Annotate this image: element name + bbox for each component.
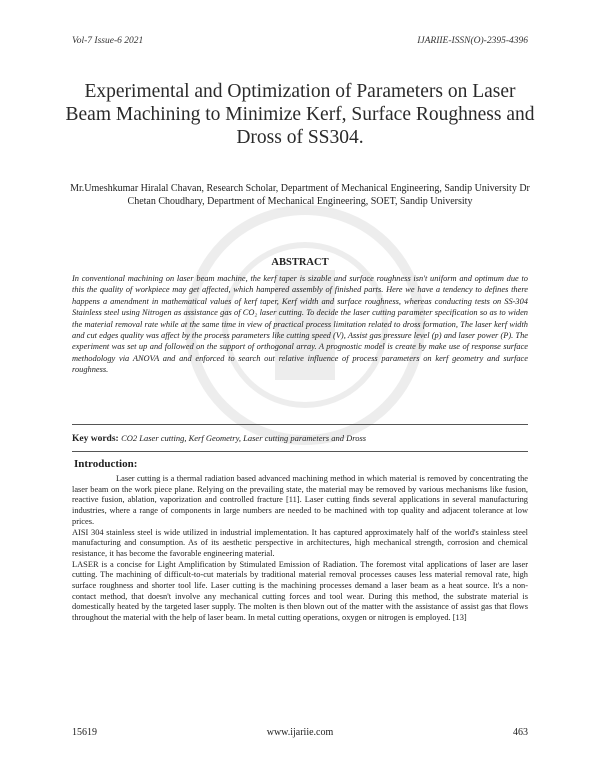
introduction-paragraph: Laser cutting is a thermal radiation based advanced machining method in which material is removed by concentrating the laser beam on the work piece plane. Relying on the prevailing state, the material may be removed by various mechanisms like fusion, reactive fusion, ablation, vaporization and controlled fracture [11]. Laser cutting finds several applications in several manufacturing industries, where a range of components in large numbers are needed to be machined with top quality and adjacent tolerance at low prices. (72, 474, 528, 526)
keywords (72, 433, 528, 444)
divider (72, 424, 528, 425)
footer-page-number: 463 (513, 727, 528, 738)
footer-website-link[interactable]: www.ijariie.com (266, 727, 334, 738)
keywords-label: Key words: (72, 434, 119, 444)
paper-authors: Mr.Umeshkumar Hiralal Chavan, Research Scholar, Department of Mechanical Engineering, Sandip University Dr Chetan Choudhary, Department of Mechanical Engineering, SOET, Sandip University (70, 183, 530, 207)
introduction-paragraph: AISI 304 stainless steel is wide utilized in industrial implementation. It has captured approximately half of the world's stainless steel manufacturing and consumption. As of its aesthetic perspective in architectures, high mechanical strength, corrosion and chemical resistance, it has become the favorable engineering material. (72, 527, 528, 558)
paper-title: Experimental and Optimization of Parameters on Laser Beam Machining to Minimize Kerf, Surface Roughness and Dross of SS304. (65, 81, 535, 148)
journal-issn: IJARIIE-ISSN(O)-2395-4396 (417, 36, 528, 46)
abstract-heading: ABSTRACT (271, 257, 329, 268)
introduction-body (72, 474, 528, 624)
footer-paper-id: 15619 (72, 727, 97, 738)
journal-volume: Vol-7 Issue-6 2021 (72, 36, 144, 46)
abstract-text: In conventional machining on laser beam machine, the kerf taper is sizable and surface roughness isn't uniform and optimum due to this the quality of workpiece may get affected, which hampered assembly of finished parts. Here we have a tendency to defines there happens a amendment in mathematical values of kerf taper, Kerf width and surface roughness, whereas conducting tests on SS-304 Stainless steel using Nitrogen as assistance gas of CO₂ laser cutting. To decide the laser cutting parameter specification so as to widen the material removal rate while at the same time in view of practical process limitation related to dross formation, The laser kerf width and cut edges quality was affect by the process parameters like cutting speed (V), Assist gas pressure level (p) and laser power (P). The experiment was set up and followed on the support of orthogonal array. A prognostic model is create by make use of response surface methodology via ANOVA and and enforced to search out relative influence of process parameters on kerf geometry and surface roughness. (72, 274, 528, 375)
divider (72, 451, 528, 452)
introduction-heading: Introduction: (74, 458, 138, 470)
keywords-text: CO2 Laser cutting, Kerf Geometry, Laser cutting parameters and Dross (121, 433, 367, 443)
introduction-paragraph: LASER is a concise for Light Amplification by Stimulated Emission of Radiation. The foremost vital applications of laser are laser cutting. The machining of difficult-to-cut materials by traditional material removal processes causes less material removal rate, high surface roughness and shorter tool life. Laser cutting is the machining processes demand a laser beam as a heat source. It's a non-contact method, that doesn't involve any mechanical cutting forces and tool wear. During this method, the substrate material is domestically heated by the targeted laser supply. The molten is then blown out of the matter with the assistance of assist gas that flows throughout the material with the help of laser beam. In metal cutting operations, oxygen or nitrogen is employed. [13] (72, 559, 528, 623)
